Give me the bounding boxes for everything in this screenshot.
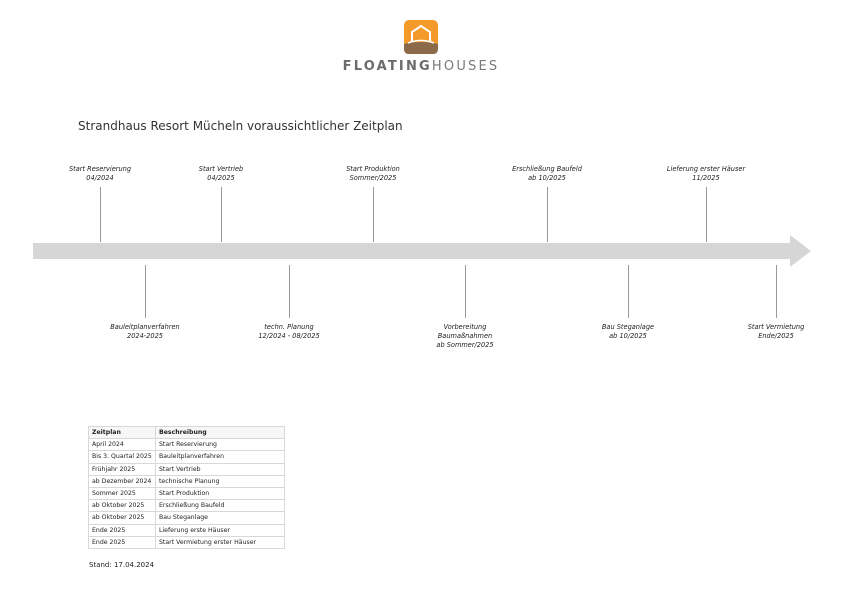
table-cell-date: ab Dezember 2024 [89, 475, 156, 487]
milestone-label [573, 323, 683, 341]
milestone-label-line: techn. Planung [264, 323, 314, 331]
milestone-label [234, 323, 344, 341]
milestone-label [166, 165, 276, 183]
milestone-tick [145, 265, 146, 318]
milestone-tick [628, 265, 629, 318]
table-row [89, 536, 285, 548]
milestone-label-line: Bau Steganlage [601, 323, 655, 331]
milestone-label-line: 12/2024 - 08/2025 [258, 332, 320, 340]
milestone-label-line: ab 10/2025 [609, 332, 647, 340]
milestone-label-line: ab 10/2025 [528, 174, 566, 182]
milestone-label-line: Ende/2025 [758, 332, 794, 340]
milestone-label-line: 04/2024 [86, 174, 114, 182]
table-cell-date: Bis 3. Quartal 2025 [89, 451, 156, 463]
milestone-label [721, 323, 831, 341]
table-row [89, 463, 285, 475]
milestone-label-line: Lieferung erster Häuser [666, 165, 746, 173]
logo-wordmark [300, 59, 542, 74]
milestone-tick [706, 187, 707, 242]
table-row [89, 512, 285, 524]
table-cell-date: Sommer 2025 [89, 487, 156, 499]
table-cell-description: Start Vertrieb [156, 463, 285, 475]
milestone-label-line: Start Produktion [346, 165, 400, 173]
table-cell-date: Ende 2025 [89, 536, 156, 548]
milestone-tick [289, 265, 290, 318]
milestone-label-line: 04/2025 [207, 174, 235, 182]
table-cell-description: Lieferung erste Häuser [156, 524, 285, 536]
page-title: Strandhaus Resort Mücheln voraussichtlicher Zeitplan [78, 119, 403, 133]
milestone-label-line: 2024-2025 [127, 332, 163, 340]
table-header-row [89, 427, 285, 439]
table-row [89, 500, 285, 512]
milestone-label [492, 165, 602, 183]
table-cell-description: Erschließung Baufeld [156, 500, 285, 512]
milestone-tick [547, 187, 548, 242]
table-cell-description: Start Vermietung erster Häuser [156, 536, 285, 548]
stand-date: Stand: 17.04.2024 [89, 561, 155, 569]
table-cell-description: Bauleitplanverfahren [156, 451, 285, 463]
milestone-tick [465, 265, 466, 318]
milestone-label-line: Baumaßnahmen [437, 332, 493, 340]
milestone-label [90, 323, 200, 341]
table-cell-description: Start Reservierung [156, 439, 285, 451]
table-cell-date: ab Oktober 2025 [89, 512, 156, 524]
milestone-label-line: Erschließung Baufeld [512, 165, 582, 173]
table-cell-description: technische Planung [156, 475, 285, 487]
table-cell-date: Ende 2025 [89, 524, 156, 536]
milestone-tick [373, 187, 374, 242]
milestone-label-line: Start Vermietung [747, 323, 805, 331]
table-cell-date: April 2024 [89, 439, 156, 451]
milestone-label-line: 11/2025 [692, 174, 720, 182]
table-cell-date: ab Oktober 2025 [89, 500, 156, 512]
schedule-table [88, 426, 285, 549]
milestone-label [410, 323, 520, 350]
logo-text-light: HOUSES [431, 59, 500, 74]
milestone-label-line: Start Reservierung [68, 165, 132, 173]
milestone-tick [776, 265, 777, 318]
milestone-tick [221, 187, 222, 242]
logo-text-bold: FLOATING [342, 59, 432, 74]
table-row [89, 439, 285, 451]
milestone-label-line: Bauleitplanverfahren [110, 323, 180, 331]
milestone-label [45, 165, 155, 183]
milestone-label [651, 165, 761, 183]
table-row [89, 451, 285, 463]
milestone-tick [100, 187, 101, 242]
column-header-zeitplan: Zeitplan [89, 427, 156, 439]
table-cell-date: Frühjahr 2025 [89, 463, 156, 475]
table-cell-description: Bau Steganlage [156, 512, 285, 524]
column-header-beschreibung: Beschreibung [156, 427, 285, 439]
floatinghouses-logo-icon [404, 20, 438, 54]
milestone-label [318, 165, 428, 183]
milestone-label-line: Start Vertrieb [198, 165, 244, 173]
milestone-label-line: Vorbereitung [443, 323, 487, 331]
table-cell-description: Start Produktion [156, 487, 285, 499]
milestone-label-line: Sommer/2025 [349, 174, 397, 182]
table-row [89, 524, 285, 536]
milestone-label-line: ab Sommer/2025 [436, 341, 494, 349]
table-row [89, 475, 285, 487]
table-row [89, 487, 285, 499]
timeline-arrow [33, 235, 813, 267]
